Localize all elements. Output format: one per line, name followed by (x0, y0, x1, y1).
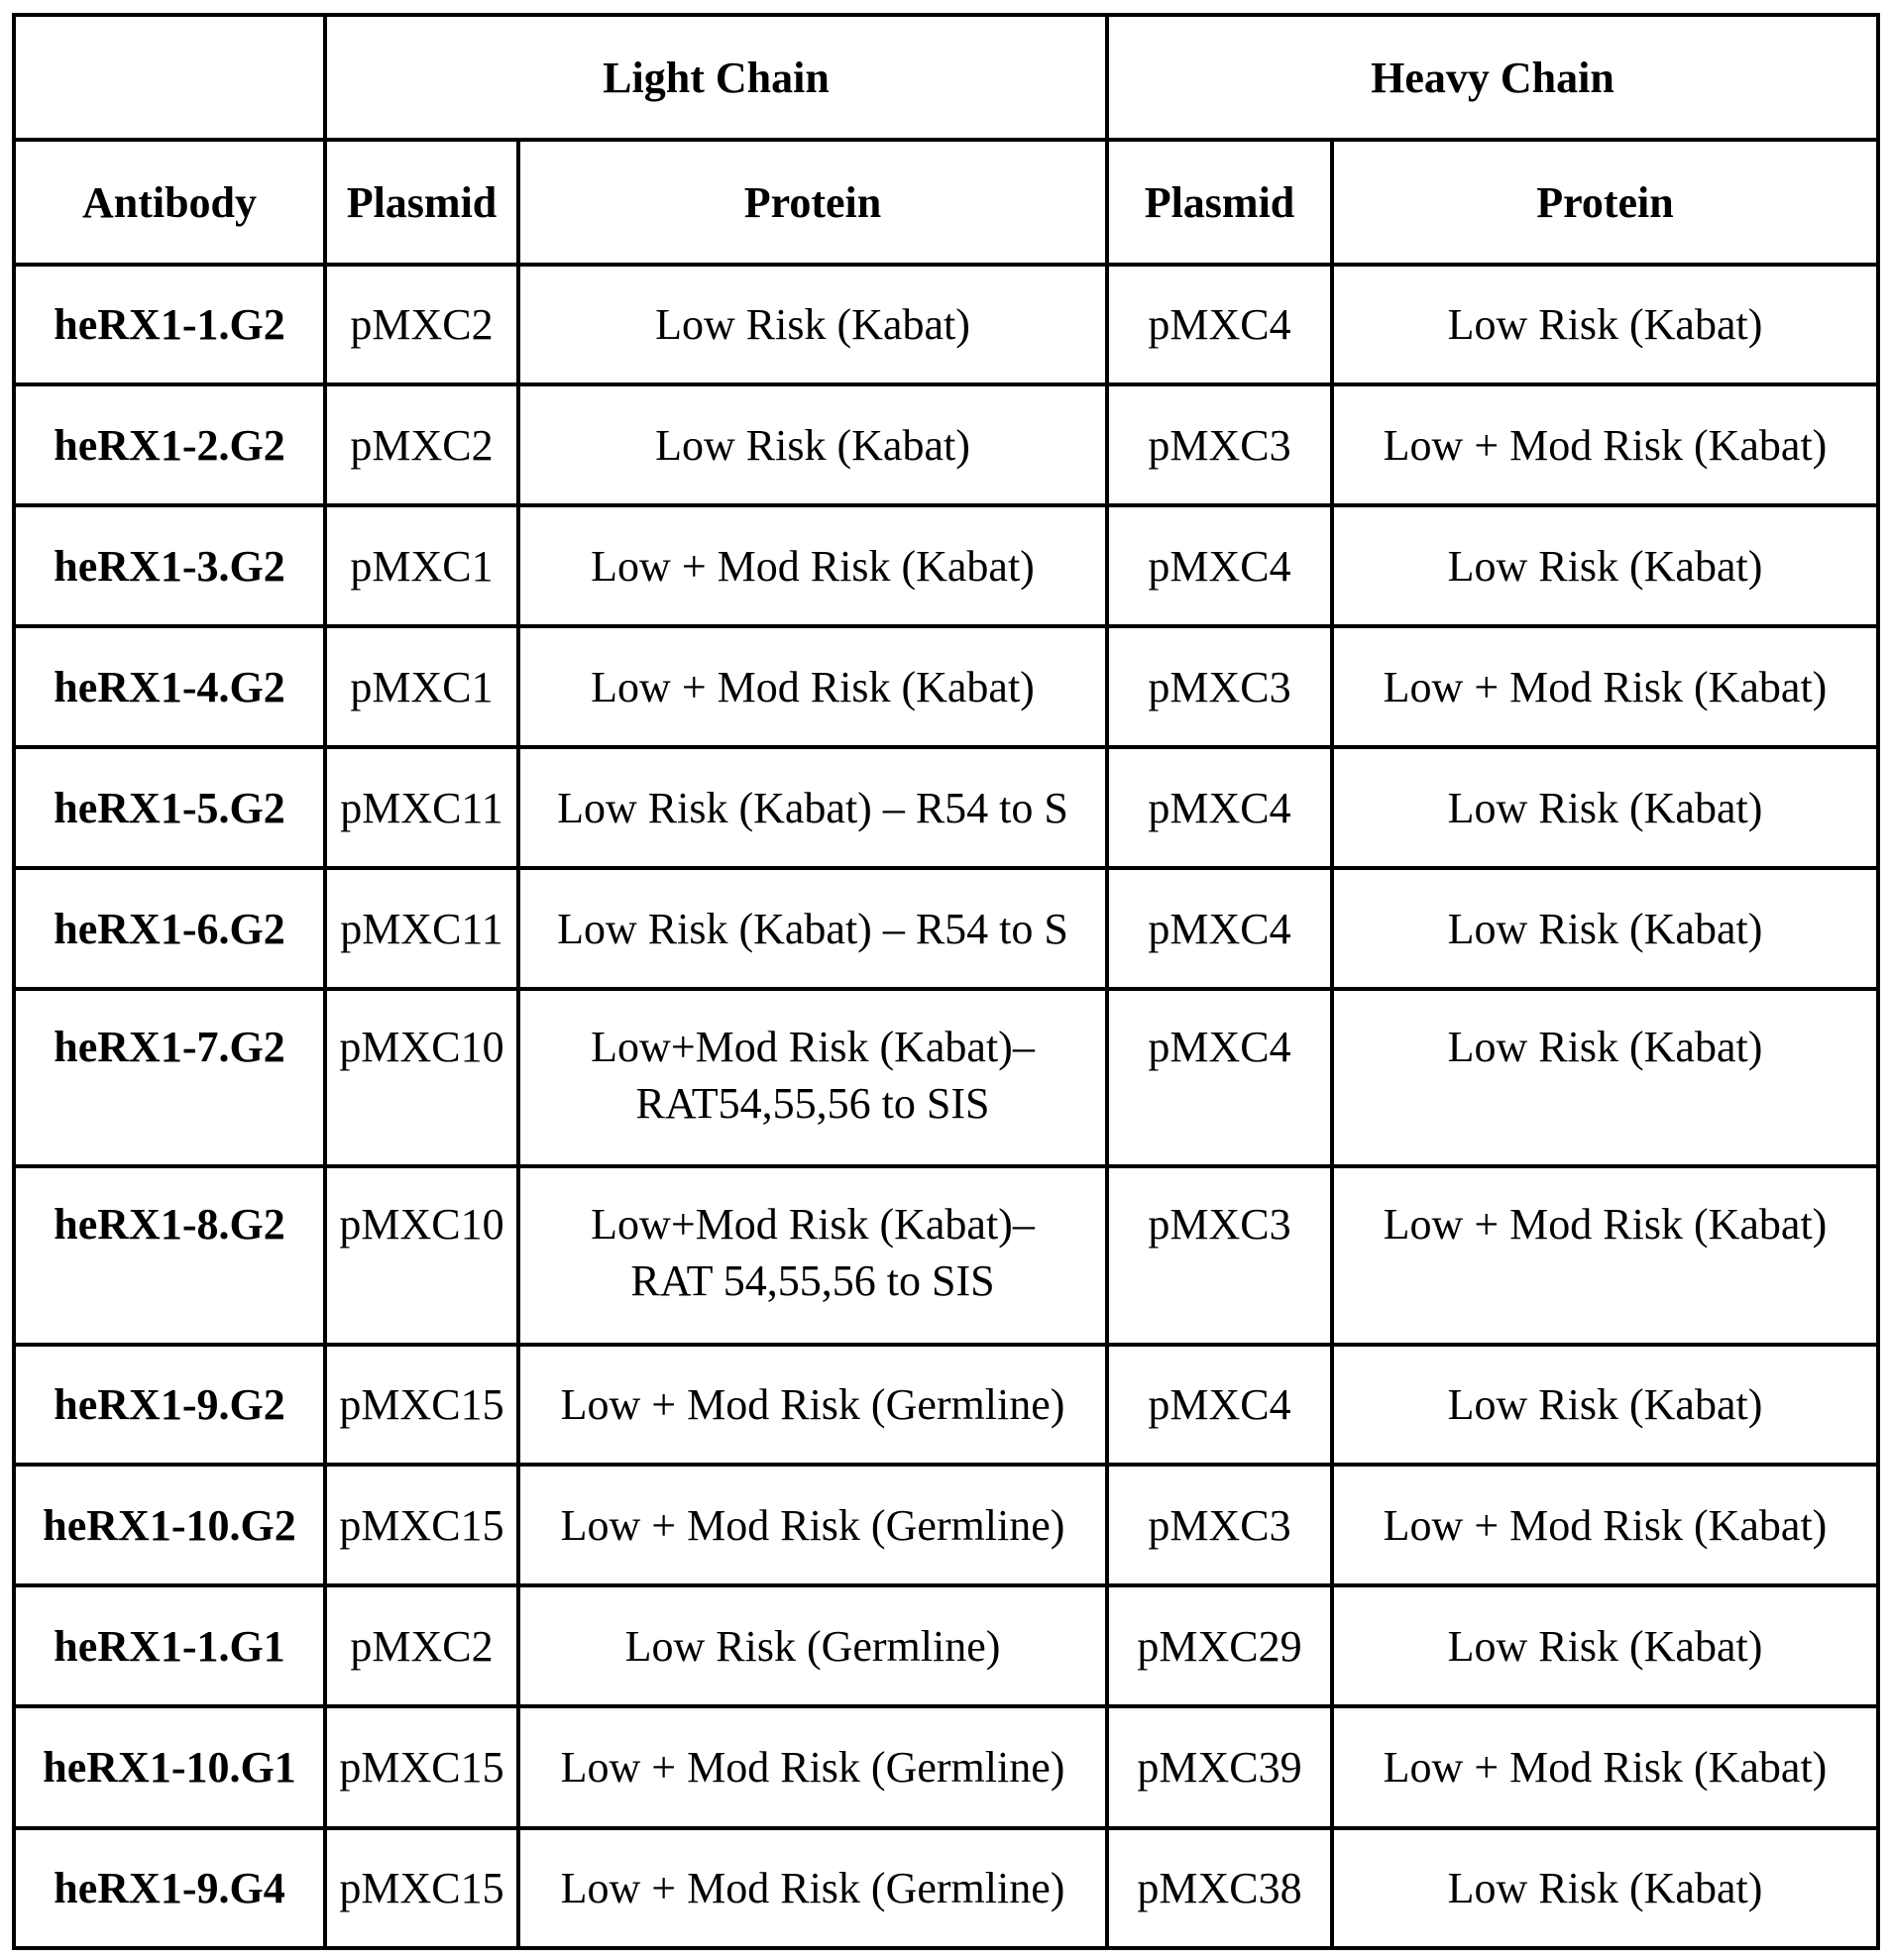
light-chain-header: Light Chain (325, 15, 1107, 140)
heavy-protein-cell: Low Risk (Kabat) (1332, 989, 1878, 1166)
light-protein-cell (518, 1166, 1107, 1345)
antibody-cell: heRX1-8.G2 (14, 1166, 325, 1345)
light-protein-cell (518, 1585, 1107, 1706)
light-protein-cell (518, 989, 1107, 1166)
light-protein-line: Low Risk (Kabat) – R54 to S (557, 783, 1068, 832)
light-protein-line: Low+Mod Risk (Kabat)– (591, 1200, 1035, 1249)
light-protein-line: Low Risk (Kabat) (655, 420, 970, 470)
heavy-plasmid-cell: pMXC4 (1107, 505, 1332, 626)
light-protein-line: Low + Mod Risk (Germline) (560, 1380, 1065, 1429)
heavy-protein-cell: Low + Mod Risk (Kabat) (1332, 1706, 1878, 1828)
heavy-protein-cell: Low Risk (Kabat) (1332, 505, 1878, 626)
table-row (14, 626, 1878, 747)
light-plasmid-cell: pMXC10 (325, 989, 518, 1166)
light-protein-cell (518, 265, 1107, 384)
heavy-protein-cell: Low Risk (Kabat) (1332, 1585, 1878, 1706)
table-row (14, 384, 1878, 505)
table-row (14, 265, 1878, 384)
heavy-protein-cell: Low + Mod Risk (Kabat) (1332, 1465, 1878, 1585)
antibody-cell: heRX1-10.G1 (14, 1706, 325, 1828)
light-protein-cell (518, 1706, 1107, 1828)
antibody-cell: heRX1-7.G2 (14, 989, 325, 1166)
light-protein-cell (518, 1828, 1107, 1948)
light-protein-line: RAT 54,55,56 to SIS (630, 1256, 995, 1305)
light-protein-line: Low Risk (Kabat) – R54 to S (557, 904, 1068, 953)
heavy-plasmid-cell: pMXC3 (1107, 626, 1332, 747)
heavy-plasmid-cell: pMXC3 (1107, 384, 1332, 505)
light-plasmid-cell: pMXC15 (325, 1828, 518, 1948)
light-protein-line: Low + Mod Risk (Germline) (560, 1500, 1065, 1550)
light-plasmid-cell: pMXC15 (325, 1465, 518, 1585)
light-protein-column-header: Protein (518, 140, 1107, 265)
heavy-plasmid-cell: pMXC3 (1107, 1166, 1332, 1345)
light-plasmid-cell: pMXC1 (325, 505, 518, 626)
light-plasmid-column-header: Plasmid (325, 140, 518, 265)
light-protein-line: Low+Mod Risk (Kabat)– (591, 1023, 1035, 1071)
heavy-plasmid-cell: pMXC39 (1107, 1706, 1332, 1828)
light-plasmid-cell: pMXC2 (325, 384, 518, 505)
heavy-plasmid-cell: pMXC38 (1107, 1828, 1332, 1948)
heavy-protein-cell: Low + Mod Risk (Kabat) (1332, 1166, 1878, 1345)
light-protein-line: Low + Mod Risk (Germline) (560, 1864, 1065, 1912)
table-row (14, 1585, 1878, 1706)
heavy-plasmid-cell: pMXC4 (1107, 1345, 1332, 1465)
light-plasmid-cell: pMXC2 (325, 265, 518, 384)
antibody-column-header: Antibody (14, 140, 325, 265)
heavy-plasmid-column-header: Plasmid (1107, 140, 1332, 265)
blank-corner-cell (14, 15, 325, 140)
antibody-cell: heRX1-2.G2 (14, 384, 325, 505)
light-protein-cell (518, 626, 1107, 747)
light-plasmid-cell: pMXC11 (325, 868, 518, 989)
light-protein-line: Low Risk (Kabat) (655, 300, 970, 349)
heavy-protein-cell: Low Risk (Kabat) (1332, 265, 1878, 384)
light-protein-line: RAT54,55,56 to SIS (635, 1079, 990, 1128)
light-protein-line: Low + Mod Risk (Germline) (560, 1743, 1065, 1792)
antibody-cell: heRX1-9.G4 (14, 1828, 325, 1948)
light-protein-line: Low + Mod Risk (Kabat) (591, 662, 1035, 711)
antibody-cell: heRX1-10.G2 (14, 1465, 325, 1585)
table-row (14, 1465, 1878, 1585)
light-plasmid-cell: pMXC2 (325, 1585, 518, 1706)
light-plasmid-cell: pMXC11 (325, 747, 518, 868)
antibody-cell: heRX1-5.G2 (14, 747, 325, 868)
heavy-plasmid-cell: pMXC3 (1107, 1465, 1332, 1585)
heavy-protein-cell: Low Risk (Kabat) (1332, 868, 1878, 989)
antibody-cell: heRX1-3.G2 (14, 505, 325, 626)
heavy-plasmid-cell: pMXC29 (1107, 1585, 1332, 1706)
column-header-row (14, 140, 1878, 265)
table-row (14, 1706, 1878, 1828)
table-row (14, 1345, 1878, 1465)
antibody-cell: heRX1-1.G2 (14, 265, 325, 384)
heavy-plasmid-cell: pMXC4 (1107, 989, 1332, 1166)
light-plasmid-cell: pMXC10 (325, 1166, 518, 1345)
light-plasmid-cell: pMXC1 (325, 626, 518, 747)
light-protein-cell (518, 384, 1107, 505)
antibody-plasmid-table (12, 13, 1880, 1950)
heavy-plasmid-cell: pMXC4 (1107, 747, 1332, 868)
light-protein-line: Low + Mod Risk (Kabat) (591, 541, 1035, 591)
table-row (14, 868, 1878, 989)
heavy-protein-cell: Low Risk (Kabat) (1332, 1345, 1878, 1465)
antibody-cell: heRX1-1.G1 (14, 1585, 325, 1706)
heavy-protein-column-header: Protein (1332, 140, 1878, 265)
light-protein-cell (518, 1465, 1107, 1585)
antibody-cell: heRX1-6.G2 (14, 868, 325, 989)
light-plasmid-cell: pMXC15 (325, 1706, 518, 1828)
light-protein-cell (518, 868, 1107, 989)
heavy-protein-cell: Low Risk (Kabat) (1332, 1828, 1878, 1948)
group-header-row (14, 15, 1878, 140)
antibody-cell: heRX1-4.G2 (14, 626, 325, 747)
heavy-protein-cell: Low + Mod Risk (Kabat) (1332, 384, 1878, 505)
table-row (14, 989, 1878, 1166)
heavy-chain-header: Heavy Chain (1107, 15, 1878, 140)
table-row (14, 505, 1878, 626)
table-body (14, 265, 1878, 1948)
light-protein-cell (518, 747, 1107, 868)
heavy-protein-cell: Low + Mod Risk (Kabat) (1332, 626, 1878, 747)
light-plasmid-cell: pMXC15 (325, 1345, 518, 1465)
heavy-plasmid-cell: pMXC4 (1107, 868, 1332, 989)
light-protein-cell (518, 1345, 1107, 1465)
heavy-protein-cell: Low Risk (Kabat) (1332, 747, 1878, 868)
heavy-plasmid-cell: pMXC4 (1107, 265, 1332, 384)
table-row (14, 1166, 1878, 1345)
light-protein-line: Low Risk (Germline) (624, 1621, 1001, 1671)
table-row (14, 1828, 1878, 1948)
table-row (14, 747, 1878, 868)
light-protein-cell (518, 505, 1107, 626)
antibody-cell: heRX1-9.G2 (14, 1345, 325, 1465)
